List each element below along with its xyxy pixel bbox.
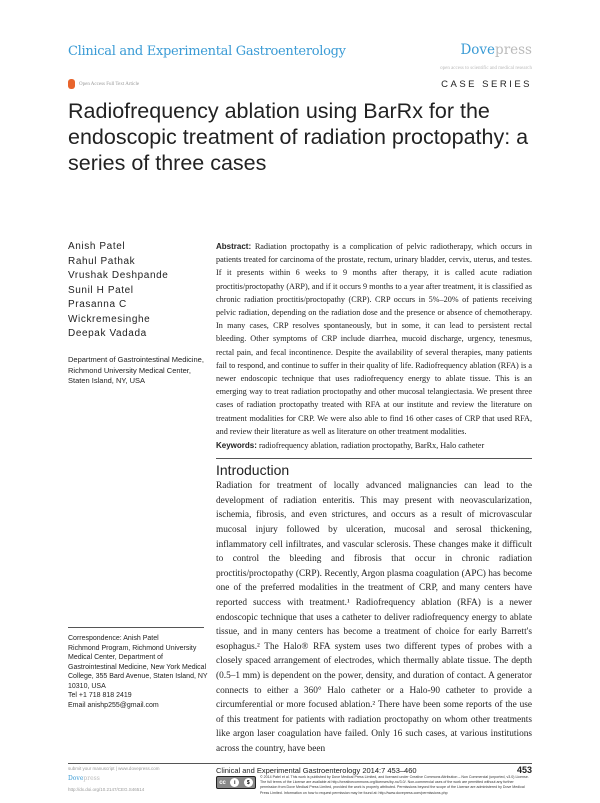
open-access-label: [68, 79, 139, 89]
page-footer: [68, 763, 532, 799]
correspondence-tel: Tel +1 718 818 2419: [68, 692, 132, 699]
main-column: [216, 240, 532, 757]
author: Anish Patel: [68, 241, 126, 252]
footer-publisher-logo: [68, 775, 100, 782]
author: Sunil H Patel: [68, 284, 134, 296]
abstract: [216, 240, 532, 452]
submit-link[interactable]: submit your manuscript | www.dovepress.com: [68, 766, 160, 771]
keywords: radiofrequency ablation, radiation proctopathy, BarRx, Halo catheter: [258, 441, 485, 451]
keywords-label: Keywords:: [216, 441, 257, 451]
introduction-text: Radiation for treatment of locally advanced malignancies can lead to the development of radiation enteritis. This may present with neovascularization, ischemia, fibrosis, and even strictures, and occurs as a result of microvascular mucosal injury followed by ulceration, mucosal and serosal thickening, inflammatory cell infiltrates, and vascular sclerosis. These changes make it difficult to control the bleeding and fibrosis that occur in chronic radiation proctitis/proctopathy (CRP). Recently, Argon plasma coagulation (APC) has become one of the preferred modalities in the treatment of CRP, and many centers have reported success with treatment.¹ Radiofrequency ablation (RFA) is a newer endoscopic technique that uses a catheter to deliver radiofrequency energy to ablate tissue, and in many centers has become a treatment of choice for early Barrett's esophagus.² The Halo® RFA system uses two different types of probes with a closely spaced arrangement of electrodes, which thermally ablate tissue. The depth (0.5–1 mm) is dependent on the power, density, and duration of contact. A generator connects to either a 360° Halo catheter or a Halo-90 catheter to provide a circumferential or more focused ablation.² There have been some reports of the use of this treatment for patients with radiation proctopathy on whom other treatments like argon laser coagulation have failed. Only 16 such cases, at various institutions across the country, have been: [216, 481, 532, 754]
author: Prasanna C: [68, 299, 127, 310]
correspondence-label: Correspondence: Anish Patel: [68, 635, 159, 642]
publisher-tagline: open access to scientific and medical research: [440, 66, 532, 71]
author-list: [68, 240, 168, 342]
license-text: © 2014 Patel et al. This work is published by Dove Medical Press Limited, and licensed under Creative Commons Attribution – Non Commercial (unported, v3.0) License. The full terms of the License are available at http://creativecommons.org/licenses/by-nc/3.0/. Non-commercial uses of the work are permitted without any further permission from Dove Medical Press Limited, provided the work is properly attributed. Permissions beyond the scope of the License are administered by Dove Medical Press Limited. Information on how to request permission may be found at: http://www.dovepress.com/permissions.php: [260, 775, 529, 795]
introduction-heading: Introduction: [216, 462, 290, 479]
abstract-label: Abstract:: [216, 242, 252, 251]
page-number: 453: [516, 765, 532, 775]
brand-a: Dove: [460, 42, 496, 58]
correspondence-address: Richmond Program, Richmond University Medical Center, Department of Gastrointestinal Medicine, New York Medical College, 355 Bard Avenue, Staten Island, NY 10310, USA: [68, 644, 208, 690]
citation: Clinical and Experimental Gastroenterology 2014:7 453–460: [216, 766, 417, 775]
publisher-logo: [460, 42, 532, 58]
brand-b: press: [83, 775, 100, 782]
brand-a: Dove: [68, 775, 84, 782]
abstract-text: Radiation proctopathy is a complication of pelvic radiotherapy, which occurs in patients treated for carcinoma of the prostate, rectum, urinary bladder, cervix, uterus, and testes. If it presents within 6 weeks to 9 months after therapy, it is called acute radiation proctitis/proctopathy (ARP), and if it occurs 9 months to a year after treatment, it is classified as chronic radiation proctitis/proctopathy (CRP). CRP occurs in 5%–20% of patients receiving pelvic radiation, depending on the radiation dose and the presence or absence of chemotherapy. In many cases, CRP resolves spontaneously, but in some, it can lead to persistent rectal bleeding. Other symptoms of CRP include diarrhea, mucoid discharge, urgency, tenesmus, rectal pain, and fecal incontinence. Despite the availability of several therapies, many patients fail to respond, and continue to suffer in their quality of life. Radiofrequency ablation (RFA) is a newer endoscopic technique that uses radiofrequency energy to ablate tissue. This is an emerging way to treat radiation proctopathy and other mucosal telangiectasia. We present three cases of radiation proctopathy treated with RFA at our institute and review the literature on treatment modalities for CRP. We were also able to find 16 other cases of CRP that used RFA, and review their literature as well as literature on other treatment modalities.: [216, 242, 532, 436]
author: Rahul Pathak: [68, 255, 136, 267]
author: Vrushak Deshpande: [68, 270, 169, 281]
divider: [216, 458, 532, 459]
article-title: Radiofrequency ablation using BarRx for the endoscopic treatment of radiation proctopathy: a series of three cases: [68, 99, 529, 175]
cc-label: cc: [219, 779, 226, 786]
article-type: CASE SERIES: [441, 79, 532, 90]
author: Wickremesinghe: [68, 313, 151, 325]
journal-name: Clinical and Experimental Gastroenterology: [68, 44, 346, 59]
open-access-lock-icon: [68, 79, 75, 89]
doi-link[interactable]: http://dx.doi.org/10.2147/CEG.S46514: [68, 787, 145, 792]
correspondence: [68, 634, 208, 710]
open-access-text: Open Access Full Text Article: [79, 81, 140, 87]
cc-license-badge: [216, 776, 256, 789]
correspondence-email[interactable]: Email anishp255@gmail.com: [68, 701, 159, 709]
brand-b: press: [495, 42, 532, 58]
divider: [68, 627, 204, 628]
nc-icon: $: [244, 778, 253, 787]
author: Deepak Vadada: [68, 328, 147, 339]
affiliation: Department of Gastrointestinal Medicine, Richmond University Medical Center, Staten Island, NY, USA: [68, 355, 204, 385]
by-icon: i: [230, 778, 239, 787]
